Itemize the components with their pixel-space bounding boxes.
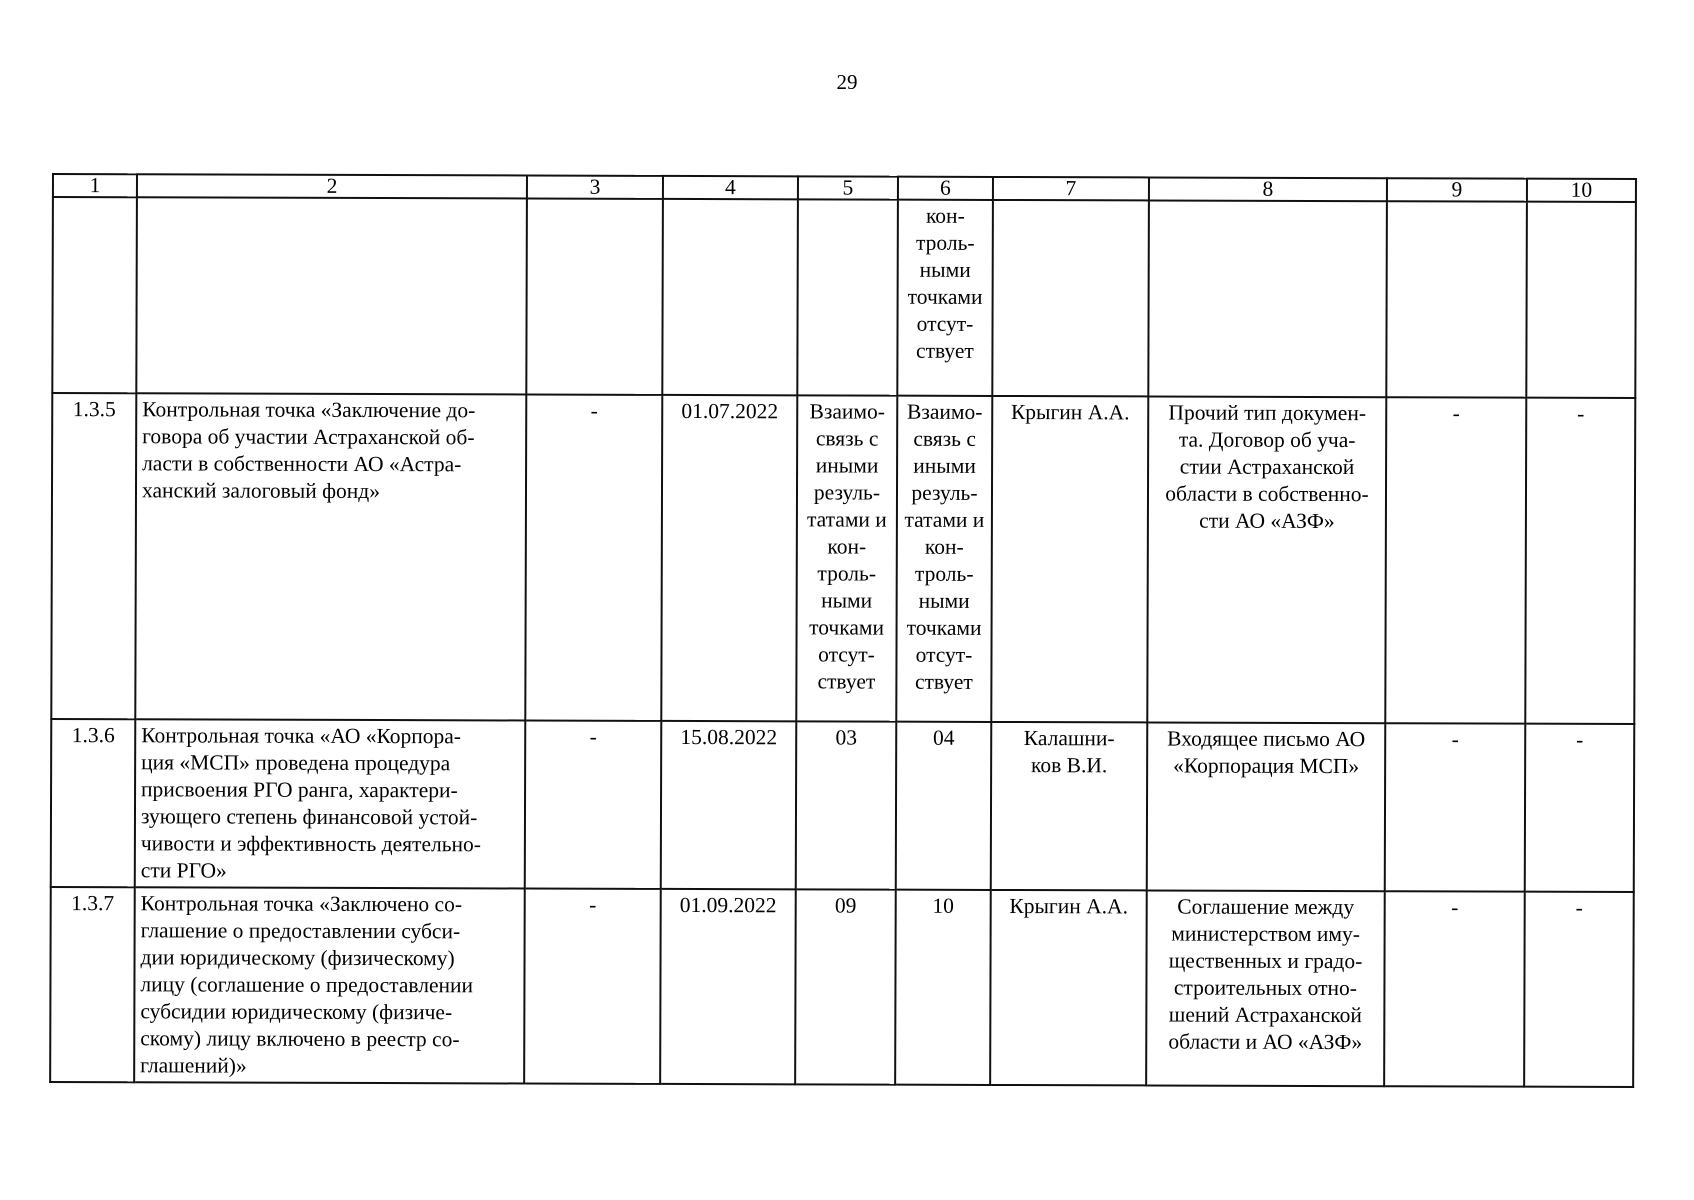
table-cell-col10: -: [1525, 724, 1635, 892]
table-cell-col3: -: [524, 888, 661, 1083]
table-cell: [1148, 200, 1387, 397]
table-cell-col5: 09: [795, 889, 896, 1084]
row-responsible: Калашни- ков В.И.: [991, 722, 1148, 890]
row-date: 01.09.2022: [660, 889, 796, 1084]
column-header: 8: [1149, 177, 1387, 201]
table-cell-col6: 10: [895, 890, 991, 1085]
row-responsible: Крыгин А.А.: [991, 396, 1148, 722]
table-cell-col9: -: [1384, 891, 1525, 1086]
table-cell-col6: Взаимо- связь с иными резуль- татами и кон- троль- ными точками отсут- ствует: [896, 396, 992, 722]
table-row: [51, 393, 1635, 724]
column-header: 9: [1387, 178, 1527, 201]
table-cell: [797, 199, 898, 395]
column-header: 4: [663, 176, 798, 199]
table-cell: [526, 198, 663, 394]
row-date: 01.07.2022: [661, 395, 797, 721]
table-row: [50, 887, 1634, 1087]
column-header: 2: [137, 174, 527, 198]
row-responsible: Крыгин А.А.: [990, 890, 1147, 1085]
column-header: 1: [53, 174, 137, 197]
row-name: Контрольная точка «Заключение до- говора об участии Астраханской об- ласти в собственности АО «Астра- ханский залоговый фонд»: [135, 393, 526, 720]
row-name: Контрольная точка «АО «Корпора- ция «МСП» проведена процедура присвоения РГО ранга, характери- зующего степень финансовой устой- чивости и эффективность деятельно- сти РГО»: [135, 719, 526, 888]
column-header: 10: [1527, 179, 1636, 202]
row-document: Входящее письмо АО «Корпорация МСП»: [1147, 722, 1386, 891]
column-header: 5: [798, 176, 898, 199]
table-cell-col9: -: [1385, 723, 1526, 891]
table-cell-col3: -: [525, 394, 662, 720]
column-header: 6: [898, 177, 993, 200]
table-cell-col6: кон- троль- ными точками отсут- ствует: [897, 200, 993, 396]
row-name: Контрольная точка «Заключено со- глашение о предоставлении субси- дии юридическому (физическому) лицу (соглашение о предоставлении субсидии юридическому (физиче- скому) лицу включено в реестр со- глашений)»: [134, 887, 525, 1083]
table-row-continuation: [52, 197, 1636, 398]
column-header: 3: [527, 175, 663, 198]
table-cell: [136, 197, 527, 394]
table-cell: [992, 200, 1149, 396]
table-cell-col6: 04: [896, 722, 992, 890]
column-header: 7: [993, 177, 1149, 200]
row-document: Соглашение между министерством иму- щественных и градо- строительных отно- шений Астраханской области и АО «АЗФ»: [1146, 890, 1385, 1086]
row-date: 15.08.2022: [661, 721, 797, 889]
row-number: 1.3.6: [51, 719, 136, 887]
table-cell-col5: 03: [796, 721, 897, 889]
table-cell: [1526, 202, 1636, 398]
page-number: 29: [836, 70, 858, 94]
row-document: Прочий тип докумен- та. Договор об уча- стии Астраханской области в собственно- сти АО «АЗФ»: [1147, 396, 1386, 723]
table-cell-col3: -: [525, 720, 662, 888]
table-cell-col10: -: [1524, 892, 1634, 1087]
control-points-table: [49, 173, 1637, 1088]
table-cell-col9: -: [1385, 397, 1526, 723]
row-number: 1.3.7: [50, 887, 135, 1082]
table-cell: [662, 199, 798, 395]
table-cell: [52, 197, 137, 393]
table-cell-col10: -: [1525, 398, 1635, 724]
row-number: 1.3.5: [51, 393, 136, 719]
table-row: [51, 719, 1635, 892]
table-cell: [1386, 201, 1527, 397]
table-cell-col5: Взаимо- связь с иными резуль- татами и кон- троль- ными точками отсут- ствует: [796, 395, 897, 721]
